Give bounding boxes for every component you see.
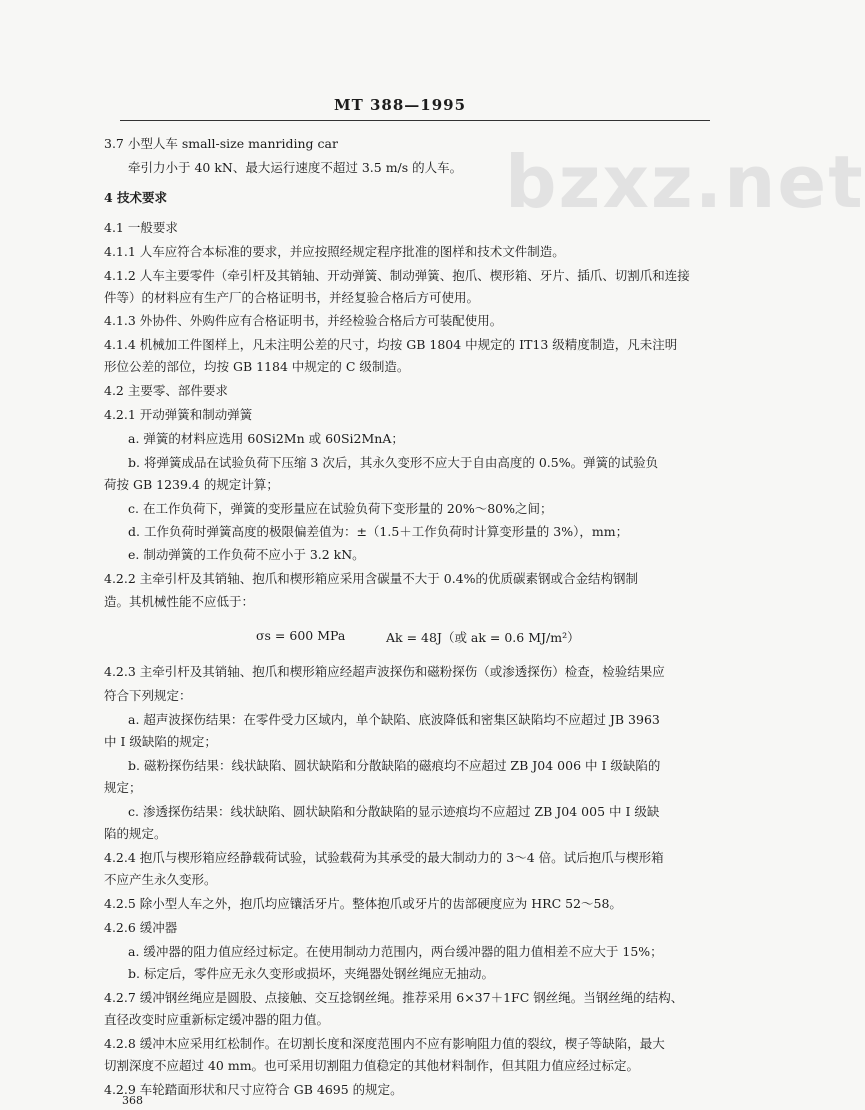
watermark: bzxz.net: [505, 140, 865, 224]
formula-impact-energy: Ak = 48J（或 ak = 0.6 MJ/m²）: [386, 630, 580, 645]
clause-4-1-3: 4.1.3 外协件、外购件应有合格证明书，并经检验合格后方可装配使用。: [104, 313, 503, 328]
clause-4-2-3-a-cont: 中 I 级缺陷的规定；: [104, 734, 217, 749]
clause-4-1-1: 4.1.1 人车应符合本标准的要求，并应按照经规定程序批准的图样和技术文件制造。: [104, 244, 565, 259]
section-4-title: 4 技术要求: [104, 190, 168, 205]
clause-4-2-6-b: b. 标定后，零件应无永久变形或损坏，夹绳器处钢丝绳应无抽动。: [128, 966, 494, 981]
section-3-7-body: 牵引力小于 40 kN、最大运行速度不超过 3.5 m/s 的人车。: [128, 160, 463, 175]
clause-4-2-4-cont: 不应产生永久变形。: [104, 872, 217, 887]
clause-4-2-6-a: a. 缓冲器的阻力值应经过标定。在使用制动力范围内，两台缓冲器的阻力值相差不应大于 15%；: [128, 944, 663, 959]
clause-4-2-4: 4.2.4 抱爪与楔形箱应经静载荷试验，试验载荷为其承受的最大制动力的 3～4 倍。试后抱爪与楔形箱: [104, 850, 664, 865]
clause-4-1-4-cont: 形位公差的部位，均按 GB 1184 中规定的 C 级制造。: [104, 359, 410, 374]
clause-4-2-1-b-cont: 荷按 GB 1239.4 的规定计算；: [104, 477, 279, 492]
clause-4-2-3-c: c. 渗透探伤结果：线状缺陷、圆状缺陷和分散缺陷的显示迹痕均不应超过 ZB J04 005 中 I 级缺: [128, 804, 660, 819]
clause-4-2-1-e: e. 制动弹簧的工作负荷不应小于 3.2 kN。: [128, 547, 365, 562]
clause-4-2-3-b: b. 磁粉探伤结果：线状缺陷、圆状缺陷和分散缺陷的磁痕均不应超过 ZB J04 006 中 I 级缺陷的: [128, 758, 661, 773]
clause-4-2-8: 4.2.8 缓冲木应采用红松制作。在切割长度和深度范围内不应有影响阻力值的裂纹，楔子等缺陷，最大: [104, 1036, 665, 1051]
section-4-1-title: 4.1 一般要求: [104, 220, 178, 235]
clause-4-2-7: 4.2.7 缓冲钢丝绳应是圆股、点接触、交互捻钢丝绳。推荐采用 6×37＋1FC 钢丝绳。当钢丝绳的结构、: [104, 990, 684, 1005]
formula-yield-strength: σs = 600 MPa: [256, 628, 346, 643]
clause-4-2-3: 4.2.3 主牵引杆及其销轴、抱爪和楔形箱应经超声波探伤和磁粉探伤（或渗透探伤）检查，检验结果应: [104, 664, 665, 679]
clause-4-2-8-cont: 切割深度不应超过 40 mm。也可采用切割阻力值稳定的其他材料制作，但其阻力值应经过标定。: [104, 1058, 640, 1073]
section-4-2-title: 4.2 主要零、部件要求: [104, 383, 228, 398]
clause-4-2-2: 4.2.2 主牵引杆及其销轴、抱爪和楔形箱应采用含碳量不大于 0.4%的优质碳素钢或合金结构钢制: [104, 571, 639, 586]
clause-4-2-1-a: a. 弹簧的材料应选用 60Si2Mn 或 60Si2MnA；: [128, 431, 404, 446]
clause-4-1-4: 4.1.4 机械加工件图样上，凡未注明公差的尺寸，均按 GB 1804 中规定的 IT13 级精度制造，凡未注明: [104, 337, 678, 352]
clause-4-2-9: 4.2.9 车轮踏面形状和尺寸应符合 GB 4695 的规定。: [104, 1082, 403, 1097]
clause-4-2-5: 4.2.5 除小型人车之外，抱爪均应镶活牙片。整体抱爪或牙片的齿部硬度应为 HRC 52～58。: [104, 896, 622, 911]
clause-4-2-3-b-cont: 规定；: [104, 780, 142, 795]
clause-4-2-1: 4.2.1 开动弹簧和制动弹簧: [104, 407, 253, 422]
standard-code-header: MT 388—1995: [333, 96, 467, 114]
clause-4-1-2-cont: 件等）的材料应有生产厂的合格证明书，并经复验合格后方可使用。: [104, 290, 480, 305]
clause-4-2-3-a: a. 超声波探伤结果：在零件受力区域内，单个缺陷、底波降低和密集区缺陷均不应超过 JB 3963: [128, 712, 660, 727]
clause-4-2-1-d: d. 工作负荷时弹簧高度的极限偏差值为：±（1.5＋工作负荷时计算变形量的 3%），mm；: [128, 524, 629, 539]
clause-4-2-3-cont: 符合下列规定：: [104, 688, 192, 703]
clause-4-2-1-b: b. 将弹簧成品在试验负荷下压缩 3 次后，其永久变形不应大于自由高度的 0.5%。弹簧的试验负: [128, 455, 659, 470]
clause-4-2-1-c: c. 在工作负荷下，弹簧的变形量应在试验负荷下变形量的 20%～80%之间；: [128, 501, 553, 516]
clause-4-2-7-cont: 直径改变时应重新标定缓冲器的阻力值。: [104, 1012, 330, 1027]
page-number: 368: [122, 1094, 143, 1107]
clause-4-2-2-cont: 造。其机械性能不应低于：: [104, 594, 255, 609]
clause-4-2-6: 4.2.6 缓冲器: [104, 920, 178, 935]
section-3-7-title: 3.7 小型人车 small-size manriding car: [104, 136, 338, 151]
clause-4-2-3-c-cont: 陷的规定。: [104, 826, 167, 841]
clause-4-1-2: 4.1.2 人车主要零件（牵引杆及其销轴、开动弹簧、制动弹簧、抱爪、楔形箱、牙片、插爪、切割爪和连接: [104, 268, 690, 283]
